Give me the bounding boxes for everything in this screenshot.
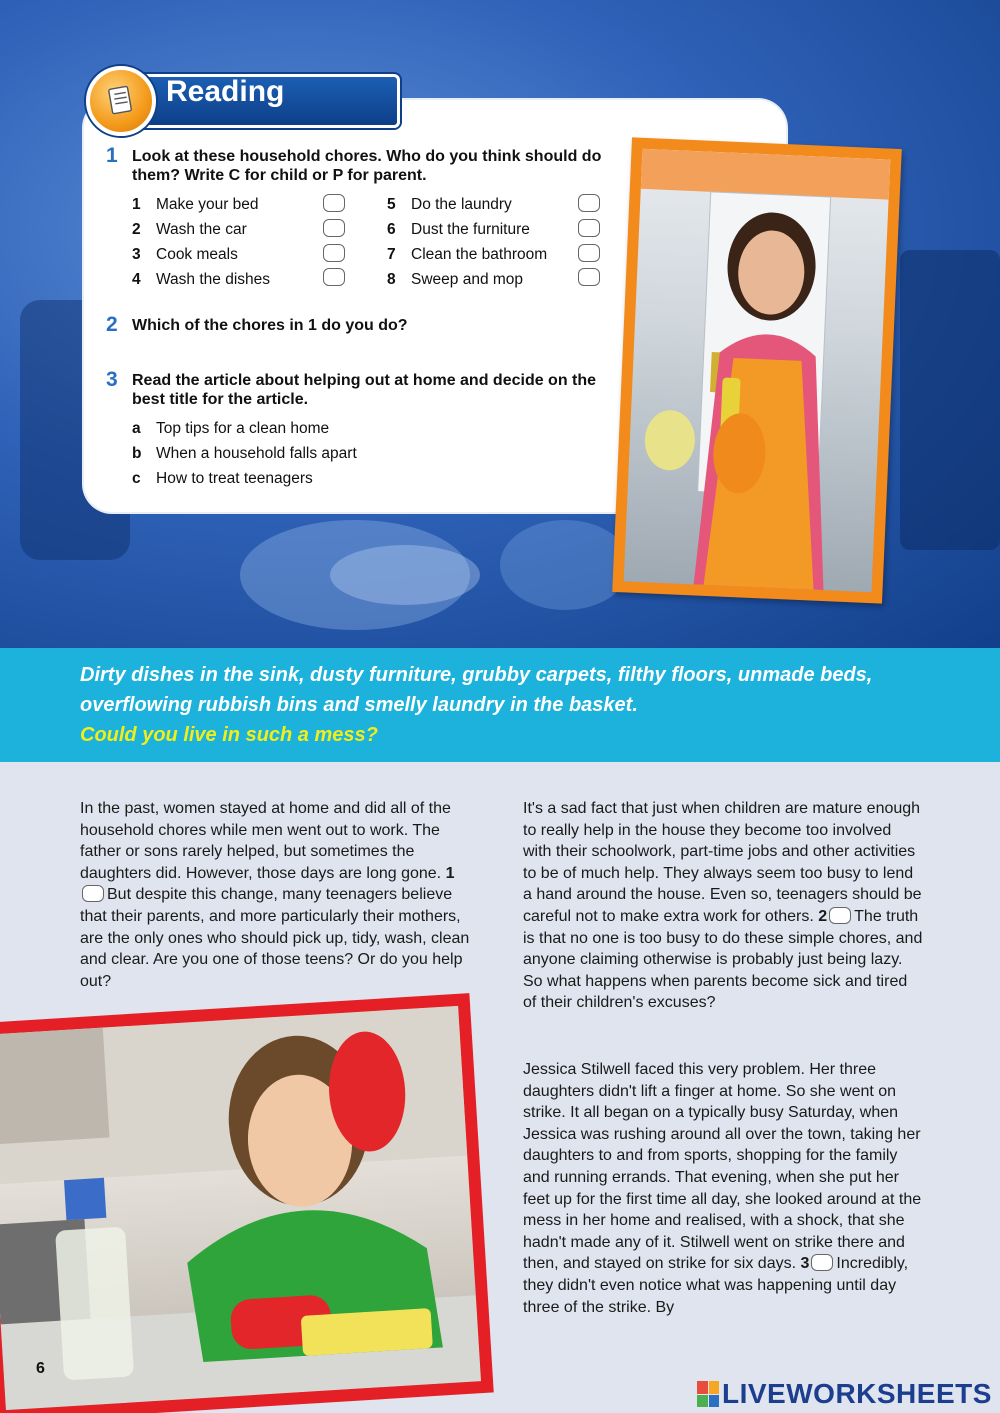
banner-question: Could you live in such a mess? (80, 724, 378, 746)
article-paragraph-3: Jessica Stilwell faced this very problem. Her three daughters didn't lift a finger at home. So she went on strike. It all began on a typically busy Saturday, when Jessica was rushing around all over the town, taking her daughters to and from sports, shopping for the family and running errands. That evening, when she put her feet up for the first time all day, she looked around at the mess in her home and realised, with a shock, that she hadn't made any of it. Stilwell went on strike there and then, and stayed on strike for six days. 3 Incredibly, they didn't even notice what was happening until day three of the strike. By (523, 1061, 922, 1316)
title-option-b[interactable]: b When a household falls apart (132, 445, 357, 462)
question-2-text: Which of the chores in 1 do you do? (132, 317, 408, 334)
page-number: 6 (36, 1360, 45, 1377)
tired-girl-photo (0, 993, 494, 1413)
question-1-number: 1 (106, 144, 118, 167)
banner-line-1: Dirty dishes in the sink, dusty furniture, grubby carpets, filthy floors, unmade beds, (80, 664, 873, 686)
answer-box-1[interactable] (323, 194, 345, 212)
gap-box-2[interactable] (829, 907, 851, 924)
answer-box-2[interactable] (323, 219, 345, 237)
question-3-number: 3 (106, 368, 118, 391)
question-1-text: Look at these household chores. Who do you think should do them? Write C for child or P for parent. (132, 148, 602, 184)
article-paragraph-1: In the past, women stayed at home and did all of the household chores while men went out to work. The father or sons rarely helped, but sometimes the daughters did. However, those days are long gone. 1But despite this change, many teenagers believe that their parents, and more particularly their mothers, are the only ones who should pick up, tidy, wash, clean and clear. Are you one of those teens? Or do you help out? (80, 800, 470, 990)
answer-box-5[interactable] (578, 194, 600, 212)
title-option-c[interactable]: c How to treat teenagers (132, 470, 313, 487)
liveworksheets-icon (697, 1381, 719, 1407)
question-2-number: 2 (106, 313, 118, 336)
answer-box-8[interactable] (578, 268, 600, 286)
gap-box-3[interactable] (811, 1254, 833, 1271)
gap-box-1[interactable] (82, 885, 104, 902)
chore-item: 4 Wash the dishes (132, 271, 271, 288)
answer-box-6[interactable] (578, 219, 600, 237)
chore-item: 6 Dust the furniture (387, 221, 530, 238)
chore-item: 3 Cook meals (132, 246, 238, 263)
chore-item: 8 Sweep and mop (387, 271, 524, 288)
answer-box-7[interactable] (578, 244, 600, 262)
brand-name: LIVEWORKSHEETS (722, 1378, 992, 1409)
section-title: Reading (166, 75, 285, 108)
chore-item: 5 Do the laundry (387, 196, 512, 213)
chore-item: 1 Make your bed (132, 196, 259, 213)
document-icon (86, 66, 156, 136)
banner-line-2: overflowing rubbish bins and smelly laundry in the basket. (80, 694, 638, 716)
answer-box-3[interactable] (323, 244, 345, 262)
intro-banner (0, 648, 1000, 762)
question-3-text: Read the article about helping out at home and decide on the best title for the article. (132, 372, 597, 408)
answer-box-4[interactable] (323, 268, 345, 286)
girl-with-apron-photo (612, 137, 902, 603)
liveworksheets-logo (697, 1378, 992, 1410)
article-paragraph-2: It's a sad fact that just when children are mature enough to really help in the house they become too involved with their schoolwork, part-time jobs and other activities to be of much help. They always seem too busy to lend a hand around the house. Even so, teenagers should be careful not to make extra work for others. 2 The truth is that no one is too busy to do these simple chores, and anyone claiming otherwise is probably just being lazy. So what happens when parents become sick and tired of their children's excuses? (523, 800, 923, 1012)
title-option-a[interactable]: a Top tips for a clean home (132, 420, 330, 437)
chore-item: 2 Wash the car (132, 221, 247, 238)
chore-item: 7 Clean the bathroom (387, 246, 548, 263)
